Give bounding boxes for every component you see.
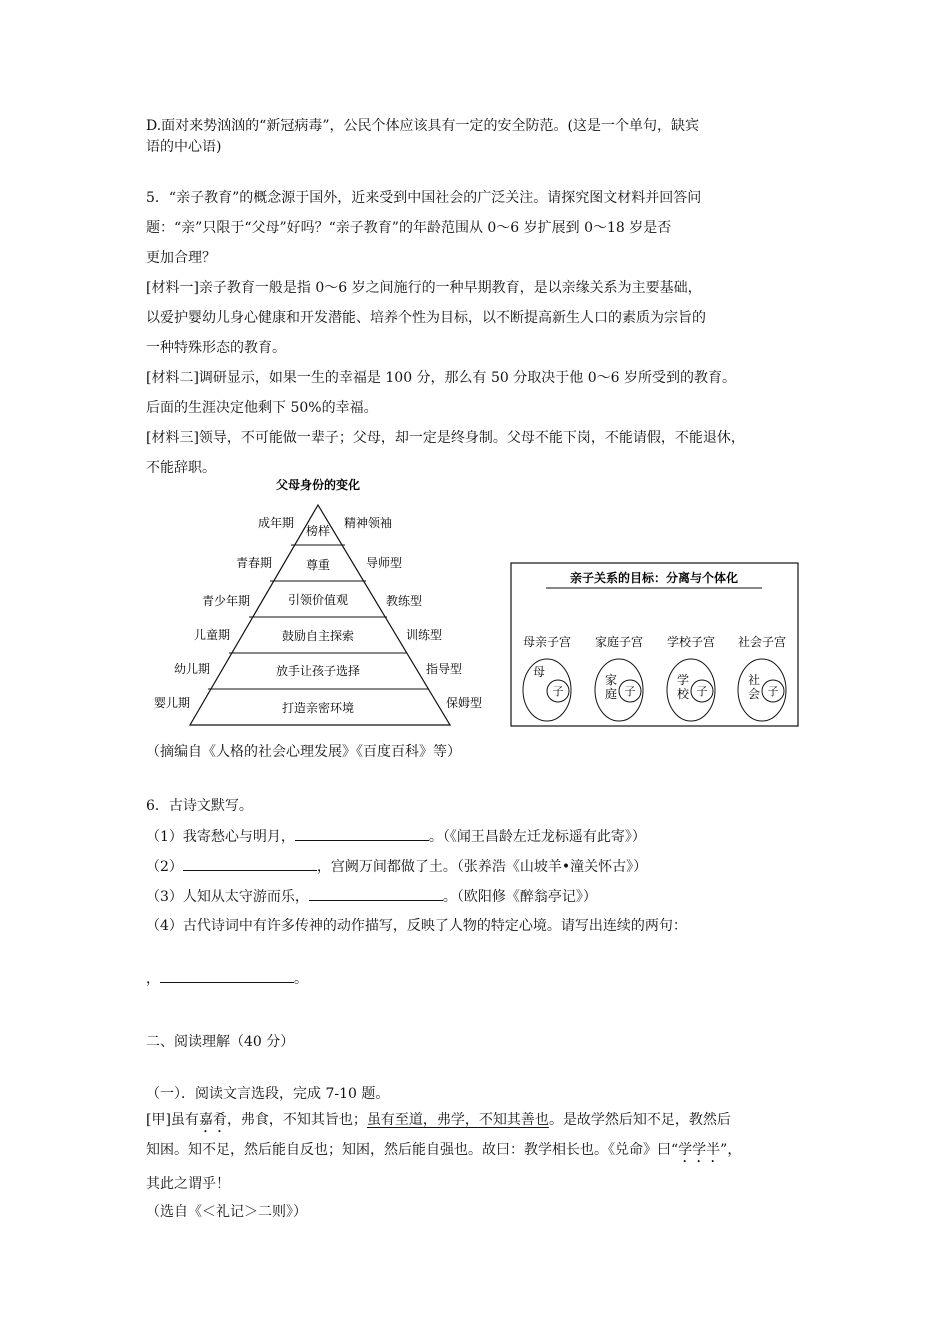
q6-line3	[146, 886, 597, 907]
pyramid-role-1: 尊重	[305, 558, 331, 572]
palace-label-1: 家庭子宫	[594, 635, 644, 649]
material1-line2: 以爱护婴幼儿身心健康和开发潜能、培养个性为目标，以不断提高新生人口的素质为宗旨的	[146, 310, 706, 326]
palace-outer-second-char: 会	[748, 687, 761, 701]
pyramid-period-4: 幼儿期	[173, 662, 210, 676]
q6-line2-prefix: （2）	[146, 859, 183, 875]
r1-p2: 知困。知不足，然后能自反也；知困，然后能自强也。故曰：教学相长也。《兑命》曰“	[146, 1142, 679, 1158]
r1-p1-underlined: 虽有至道，弗学，不知其善也	[366, 1112, 549, 1128]
palace-inner-0: 子	[552, 685, 564, 698]
q4-option-d-line2: 语的中心语)	[146, 139, 222, 155]
q6-line1-suffix: 。（《闻王昌龄左迁龙标遥有此寄》）	[428, 829, 646, 845]
answer-blank-3[interactable]	[309, 886, 443, 901]
r1-p1-a: [甲]虽有	[146, 1112, 199, 1128]
palace-title: 亲子关系的目标：分离与个体化	[569, 571, 739, 585]
pyramid-role-3: 鼓励自主探索	[281, 629, 355, 643]
q6-line4: （4）古代诗词中有许多传神的动作描写，反映了人物的特定心境。请写出连续的两句：	[146, 918, 687, 934]
r1-p1-b: ，弗食，不知其旨也；	[226, 1112, 367, 1128]
palace-label-0: 母亲子宫	[522, 635, 572, 649]
answer-blank-1[interactable]	[295, 826, 429, 841]
palace-outer-1	[605, 672, 617, 701]
pyramid-role-4: 放手让孩子选择	[275, 664, 361, 678]
palace-outer-0: 母	[533, 665, 546, 679]
pyramid-title: 父母身份的变化	[275, 478, 361, 492]
pyramid-period-5: 婴儿期	[153, 696, 190, 710]
q6-line1-prefix: （1）我寄愁心与明月，	[146, 829, 295, 845]
q6-line3-suffix: 。（欧阳修《醉翁亭记》）	[442, 889, 597, 905]
pyramid-role-2: 引领价值观	[287, 593, 349, 607]
palace-outer-second-char: 校	[677, 687, 690, 701]
reading1-para-line1	[146, 1110, 731, 1136]
pyramid-type-1: 导师型	[366, 556, 403, 570]
q5-source: （摘编自《人格的社会心理发展》《百度百科》等）	[146, 744, 461, 760]
section2-title: 二、阅读理解（40 分）	[146, 1034, 295, 1050]
palace-outer-2-text: 学	[677, 673, 690, 687]
q6-line2-suffix: ，宫阙万间都做了土。（张养浩《山坡羊•潼关怀古》）	[316, 859, 648, 875]
material3-line1: [材料三]领导，不可能做一辈子；父母，却一定是终身制。父母不能下岗，不能请假，不能退休，	[146, 430, 745, 446]
answer-blank-2[interactable]	[183, 856, 317, 871]
q6-line5-end: 。	[294, 971, 308, 987]
q6-line2	[146, 856, 647, 877]
reading1-source: （选自《＜礼记＞二则》）	[146, 1204, 307, 1220]
pyramid-role-5: 打造亲密环境	[281, 701, 355, 715]
r1-p1-dotted: 嘉肴	[198, 1112, 227, 1128]
pyramid-type-5: 保姆型	[446, 696, 483, 710]
q5-question-line3: 更加合理？	[146, 250, 216, 266]
q5-question-line2: 题：“亲”只限于“父母”好吗？“亲子教育”的年龄范围从 0～6 岁扩展到 0～18 岁是否	[146, 220, 672, 236]
material2-line2: 后面的生涯决定他剩下 50%的幸福。	[146, 400, 378, 416]
r1-p2-dotted: 学学半	[678, 1142, 721, 1158]
palace-outer-2	[677, 673, 690, 701]
pyramid-period-2: 青少年期	[201, 594, 250, 608]
palace-inner-3: 子	[767, 685, 779, 698]
pyramid-period-1: 青春期	[235, 556, 272, 570]
parent-child-goal-figure	[510, 562, 800, 728]
r1-p2-end: ”，	[720, 1142, 742, 1158]
pyramid-type-3: 训练型	[406, 628, 443, 642]
material3-line2: 不能辞职。	[146, 460, 216, 476]
q4-option-d-line1: D.面对来势汹汹的“新冠病毒”，公民个体应该具有一定的安全防范。(这是一个单句，缺宾	[146, 118, 699, 134]
parent-identity-pyramid	[153, 475, 500, 735]
pyramid-period-3: 儿童期	[193, 628, 230, 642]
q5-question-line1: 5．“亲子教育”的概念源于国外，近来受到中国社会的广泛关注。请探究图文材料并回答问	[146, 190, 702, 206]
q6-line5-comma: ，	[146, 971, 160, 987]
reading1-para-line3: 其此之谓乎！	[146, 1176, 230, 1192]
reading1-para-line2	[146, 1140, 741, 1166]
q6-title: 6．古诗文默写。	[146, 798, 253, 814]
q6-line3-prefix: （3）人知从太守游而乐，	[146, 889, 309, 905]
material1-line3: 一种特殊形态的教育。	[146, 340, 286, 356]
palace-label-2: 学校子宫	[666, 635, 716, 649]
palace-inner-2: 子	[696, 685, 708, 698]
palace-outer-3	[748, 672, 760, 701]
pyramid-type-2: 教练型	[386, 594, 423, 608]
material1-line1: [材料一]亲子教育一般是指 0～6 岁之间施行的一种早期教育，是以亲缘关系为主要基础，	[146, 280, 702, 296]
pyramid-type-4: 指导型	[426, 662, 463, 676]
pyramid-role-0: 榜样	[305, 524, 331, 538]
pyramid-type-0: 精神领袖	[344, 516, 393, 530]
material2-line1: [材料二]调研显示，如果一生的幸福是 100 分，那么有 50 分取决于他 0～6 岁所受到的教育。	[146, 370, 736, 386]
palace-label-3: 社会子宫	[737, 635, 787, 649]
q6-line1	[146, 826, 646, 847]
palace-inner-1: 子	[624, 685, 636, 698]
palace-outer-1-text: 家	[605, 673, 618, 687]
r1-p1-c: 。是故学然后知不足，教然后	[548, 1112, 731, 1128]
pyramid-period-0: 成年期	[257, 516, 294, 530]
palace-outer-second-char: 庭	[605, 687, 618, 701]
answer-blank-4[interactable]	[160, 968, 294, 983]
q6-line5	[146, 968, 308, 989]
palace-outer-3-text: 社	[748, 673, 761, 687]
reading1-intro: （一）．阅读文言选段，完成 7-10 题。	[146, 1086, 390, 1102]
